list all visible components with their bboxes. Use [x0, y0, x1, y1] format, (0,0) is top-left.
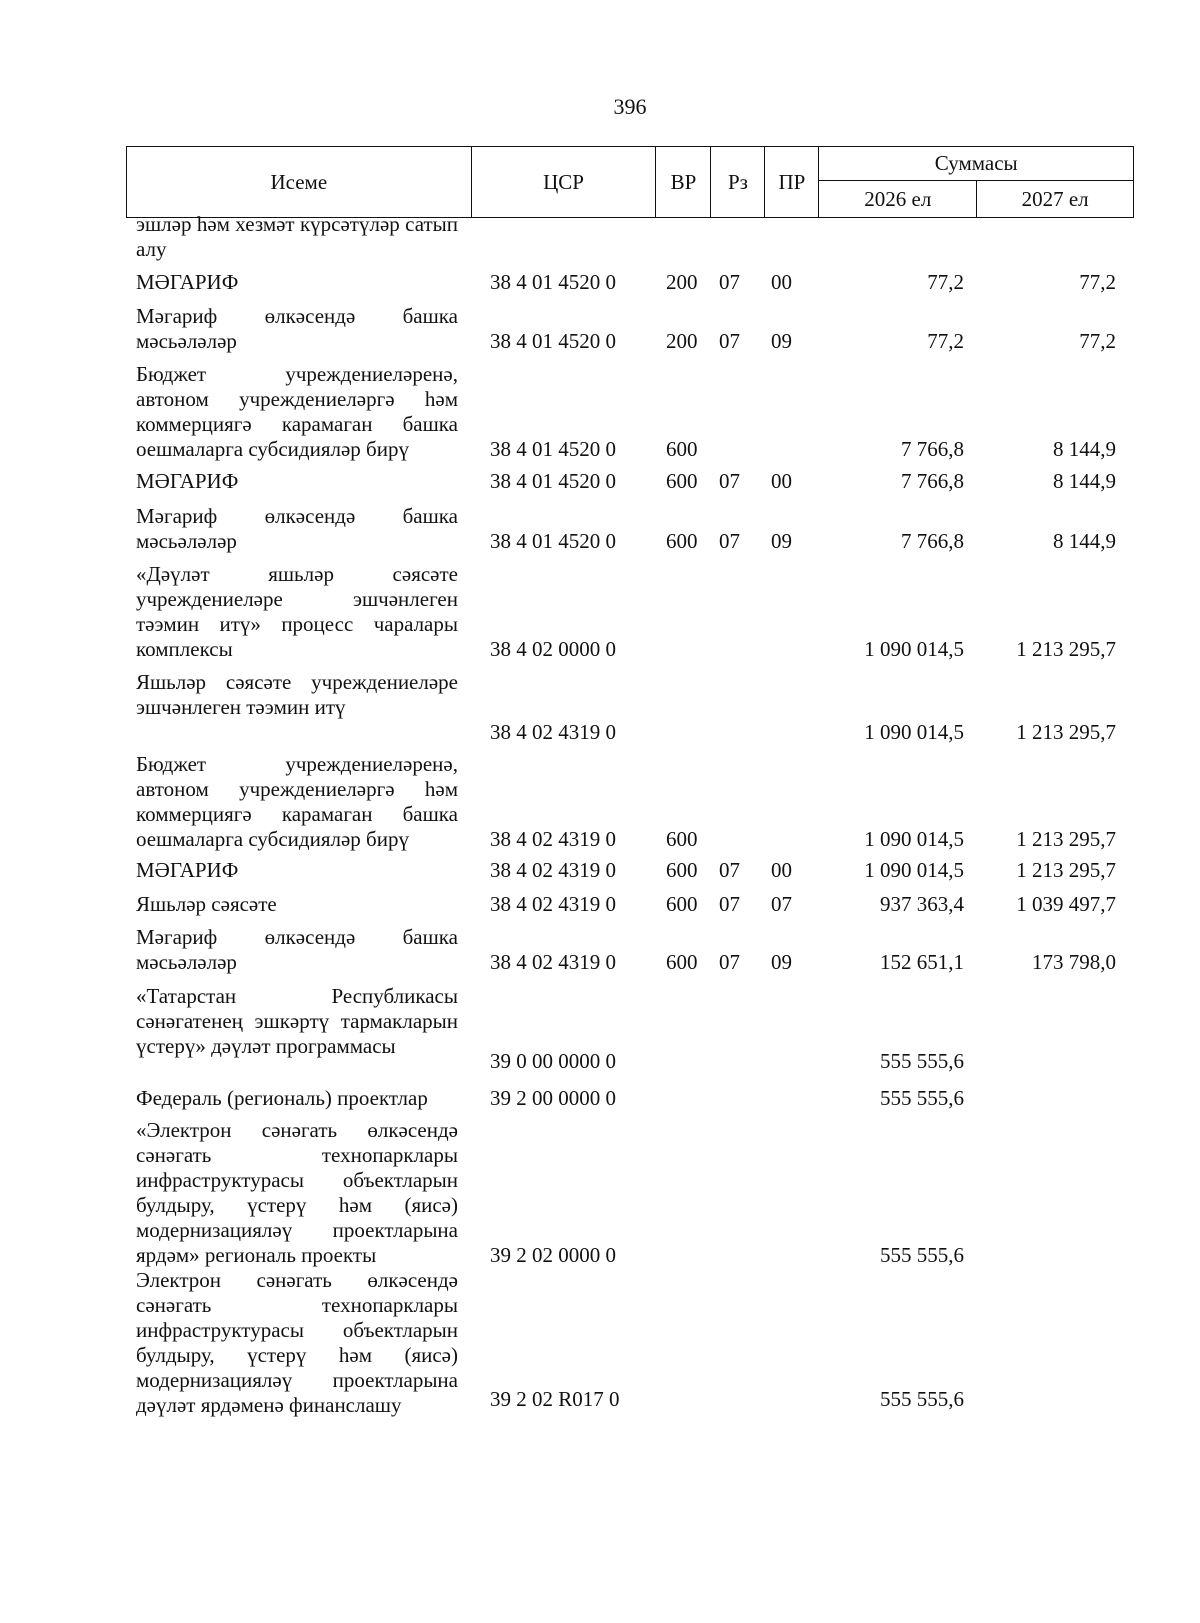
row-sum-2027: 1 213 295,7 [1016, 827, 1116, 851]
row-sum-2027: 77,2 [1079, 329, 1116, 353]
table-row [126, 752, 1134, 852]
table-row [126, 1268, 1134, 1418]
table-header [126, 146, 1134, 218]
row-sum-2026: 1 090 014,5 [864, 720, 964, 744]
row-csr: 38 4 02 4319 0 [490, 827, 616, 851]
row-name: Яшьләр сәясәте [136, 892, 277, 916]
table-row [126, 984, 1134, 1084]
row-vr: 600 [666, 858, 698, 882]
row-sum-2027: 1 213 295,7 [1016, 720, 1116, 744]
row-name: Мәгариф өлкәсендә башка мәсьәләләр [136, 925, 458, 974]
row-sum-2027: 8 144,9 [1053, 437, 1116, 461]
row-vr: 600 [666, 529, 698, 553]
header-year-2027: 2027 ел [977, 181, 1134, 218]
row-rz: 07 [719, 329, 740, 353]
row-vr: 600 [666, 469, 698, 493]
table-row [126, 892, 1134, 917]
row-vr: 600 [666, 827, 698, 851]
row-pr: 09 [771, 529, 792, 553]
row-csr: 38 4 02 0000 0 [490, 637, 616, 661]
row-csr: 38 4 02 4319 0 [490, 950, 616, 974]
row-sum-2026: 77,2 [927, 270, 964, 294]
row-pr: 00 [771, 270, 792, 294]
page-number: 396 [613, 94, 647, 119]
row-name: Мәгариф өлкәсендә башка мәсьәләләр [136, 504, 458, 553]
table-row [126, 670, 1134, 745]
header-rz: Рз [711, 147, 765, 218]
row-sum-2026: 555 555,6 [880, 1387, 964, 1411]
header-pr: ПР [765, 147, 819, 218]
row-vr: 200 [666, 270, 698, 294]
table-row [126, 362, 1134, 462]
row-csr: 38 4 01 4520 0 [490, 529, 616, 553]
header-name: Исеме [127, 147, 472, 218]
row-sum-2027: 1 213 295,7 [1016, 858, 1116, 882]
row-sum-2026: 152 651,1 [880, 950, 964, 974]
row-name: Бюджет учреждениеләренә, автоном учреждениеләргә һәм коммерциягә карамаган башка оешмаларга субсидияләр бирү [136, 362, 458, 461]
row-rz: 07 [719, 892, 740, 916]
table-row [126, 270, 1134, 295]
row-sum-2026: 7 766,8 [901, 437, 964, 461]
row-sum-2027: 8 144,9 [1053, 469, 1116, 493]
header-csr: ЦСР [471, 147, 656, 218]
header-sums: Суммасы [819, 147, 1134, 181]
row-csr: 38 4 01 4520 0 [490, 437, 616, 461]
row-csr: 38 4 02 4319 0 [490, 858, 616, 882]
row-csr: 39 2 00 0000 0 [490, 1086, 616, 1110]
row-vr: 600 [666, 950, 698, 974]
row-csr: 39 2 02 R017 0 [490, 1387, 620, 1411]
row-rz: 07 [719, 950, 740, 974]
table-row [126, 925, 1134, 975]
row-rz: 07 [719, 469, 740, 493]
row-rz: 07 [719, 529, 740, 553]
row-name: «Электрон сәнәгать өлкәсендә сәнәгать технопарклары инфраструктурасы объектларын булдыру, үстерү һәм (яисә) модернизацияләү проектларына ярдәм» региональ проекты [136, 1118, 458, 1267]
row-pr: 00 [771, 469, 792, 493]
row-sum-2027: 77,2 [1079, 270, 1116, 294]
row-name: Бюджет учреждениеләренә, автоном учреждениеләргә һәм коммерциягә карамаган башка оешмаларга субсидияләр бирү [136, 752, 458, 851]
row-rz: 07 [719, 858, 740, 882]
row-csr: 38 4 02 4319 0 [490, 720, 616, 744]
row-name: МӘГАРИФ [136, 270, 239, 294]
row-vr: 600 [666, 892, 698, 916]
row-sum-2027: 1 213 295,7 [1016, 637, 1116, 661]
row-vr: 200 [666, 329, 698, 353]
row-name: «Дәүләт яшьләр сәясәте учреждениеләре эшчәнлеген тәэмин итү» процесс чаралары комплексы [136, 562, 458, 661]
table-row [126, 1086, 1134, 1111]
header-year-2026: 2026 ел [819, 181, 977, 218]
row-name: «Татарстан Республикасы сәнәгатенең эшкәртү тармакларын үстерү» дәүләт программасы [136, 984, 458, 1058]
row-name: Электрон сәнәгать өлкәсендә сәнәгать технопарклары инфраструктурасы объектларын булдыру, үстерү һәм (яисә) модернизацияләү проектларына дәүләт ярдәменә финанслашу [136, 1268, 458, 1417]
table-row [126, 858, 1134, 883]
row-sum-2026: 1 090 014,5 [864, 827, 964, 851]
row-name: Федераль (региональ) проектлар [136, 1086, 428, 1110]
row-sum-2027: 8 144,9 [1053, 529, 1116, 553]
row-pr: 09 [771, 329, 792, 353]
row-sum-2026: 7 766,8 [901, 529, 964, 553]
row-name: Мәгариф өлкәсендә башка мәсьәләләр [136, 304, 458, 353]
row-rz: 07 [719, 270, 740, 294]
row-sum-2026: 7 766,8 [901, 469, 964, 493]
table-row [126, 562, 1134, 662]
row-name: МӘГАРИФ [136, 858, 239, 882]
row-csr: 38 4 01 4520 0 [490, 329, 616, 353]
row-pr: 07 [771, 892, 792, 916]
table-row [126, 469, 1134, 494]
row-name: эшләр һәм хезмәт күрсәтүләр сатып алу [136, 212, 458, 261]
row-sum-2027: 173 798,0 [1032, 950, 1116, 974]
row-name: МӘГАРИФ [136, 469, 239, 493]
row-pr: 00 [771, 858, 792, 882]
row-pr: 09 [771, 950, 792, 974]
row-sum-2026: 77,2 [927, 329, 964, 353]
row-vr: 600 [666, 437, 698, 461]
row-csr: 39 2 02 0000 0 [490, 1243, 616, 1267]
row-sum-2026: 1 090 014,5 [864, 637, 964, 661]
row-sum-2027: 1 039 497,7 [1016, 892, 1116, 916]
header-vr: ВР [656, 147, 711, 218]
row-sum-2026: 555 555,6 [880, 1243, 964, 1267]
row-sum-2026: 1 090 014,5 [864, 858, 964, 882]
table-row [126, 1118, 1134, 1268]
row-sum-2026: 555 555,6 [880, 1049, 964, 1073]
row-sum-2026: 937 363,4 [880, 892, 964, 916]
row-csr: 38 4 01 4520 0 [490, 469, 616, 493]
table-row [126, 504, 1134, 554]
row-csr: 39 0 00 0000 0 [490, 1049, 616, 1073]
row-name: Яшьләр сәясәте учреждениеләре эшчәнлеген тәэмин итү [136, 670, 458, 719]
table-row [126, 304, 1134, 354]
table-row [126, 212, 1134, 262]
row-sum-2026: 555 555,6 [880, 1086, 964, 1110]
row-csr: 38 4 02 4319 0 [490, 892, 616, 916]
row-csr: 38 4 01 4520 0 [490, 270, 616, 294]
